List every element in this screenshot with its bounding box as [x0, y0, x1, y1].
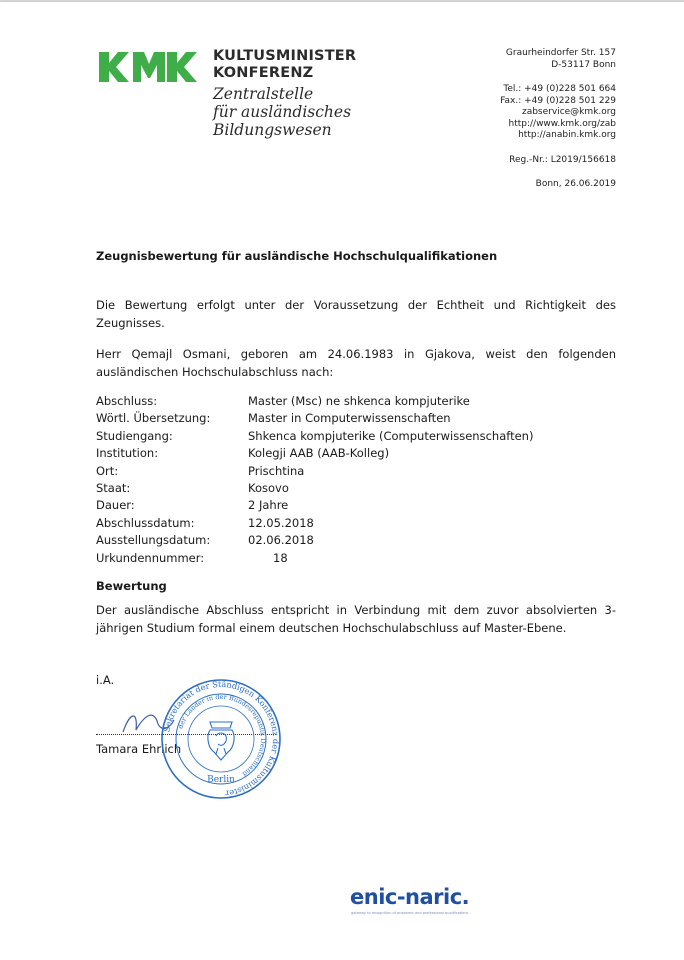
- detail-label: Institution:: [96, 446, 159, 461]
- enic-naric-logo: enic-naric.: [350, 885, 470, 909]
- detail-value: 2 Jahre: [248, 498, 289, 513]
- detail-label: Dauer:: [96, 498, 135, 513]
- seal-text-city: Berlin: [207, 775, 235, 785]
- detail-row: [96, 480, 533, 497]
- seal-text-outer: Sekretariat der Ständigen Konferenz der Kultusminister: [161, 678, 282, 799]
- address-block: [500, 48, 616, 142]
- address-tel: Tel.: +49 (0)228 501 664: [503, 84, 616, 94]
- detail-label: Abschluss:: [96, 394, 158, 408]
- reg-number: Reg.-Nr.: L2019/156618: [509, 155, 616, 165]
- detail-row: [96, 393, 533, 410]
- kmk-logo: [99, 52, 197, 82]
- signer-name: Tamara Ehrlich: [96, 742, 182, 756]
- detail-value: 02.06.2018: [248, 533, 314, 548]
- detail-value: 18: [273, 550, 288, 565]
- org-name-line1: KULTUSMINISTER: [213, 48, 357, 64]
- org-subtitle-line1: Zentralstelle: [213, 85, 314, 103]
- enic-naric-tagline: gateway to recognition of academic and professional qualifications: [351, 911, 469, 915]
- detail-value: Master (Msc) ne shkenca kompjuterike: [248, 394, 470, 408]
- document-page: [0, 2, 684, 960]
- detail-row: [96, 410, 533, 427]
- detail-row: [96, 532, 533, 549]
- org-subtitle: [213, 85, 351, 139]
- address-street: Graurheindorfer Str. 157: [505, 48, 616, 58]
- detail-row: [96, 463, 533, 480]
- detail-row: [96, 515, 533, 532]
- detail-value: Prischtina: [248, 463, 305, 478]
- detail-label: Wörtl. Übersetzung:: [96, 411, 211, 426]
- detail-label: Staat:: [96, 480, 131, 495]
- details-table: [96, 393, 533, 567]
- detail-value: Kosovo: [248, 480, 289, 495]
- detail-row: [96, 445, 533, 462]
- address-url-kmk: http://www.kmk.org/zab: [508, 118, 616, 129]
- detail-label: Studiengang:: [96, 428, 173, 443]
- document-title: Zeugnisbewertung für ausländische Hochschulqualifikationen: [96, 249, 498, 263]
- org-subtitle-line3: Bildungswesen: [213, 121, 332, 139]
- org-subtitle-line2: für ausländisches: [213, 103, 352, 121]
- detail-row: [96, 497, 533, 514]
- person-paragraph: Herr Qemajl Osmani, geboren am 24.06.1983 in Gjakova, weist den folgenden ausländischen Hochschulabschluss nach:: [96, 347, 616, 379]
- ia-label: i.A.: [96, 673, 115, 687]
- intro-paragraph: Die Bewertung erfolgt unter der Voraussetzung der Echtheit und Richtigkeit des Zeugnisses.: [96, 298, 616, 330]
- detail-value: Master in Computerwissenschaften: [248, 411, 451, 426]
- detail-label: Urkundennummer:: [96, 550, 205, 565]
- detail-label: Ort:: [96, 463, 119, 478]
- address-url-anabin: http://anabin.kmk.org: [518, 130, 616, 140]
- document-date: Bonn, 26.06.2019: [535, 179, 616, 189]
- org-name-line2: KONFERENZ: [213, 65, 314, 81]
- detail-row: [96, 550, 533, 567]
- detail-label: Ausstellungsdatum:: [96, 533, 211, 548]
- address-city: D-53117 Bonn: [551, 59, 616, 70]
- org-name: [213, 48, 356, 82]
- evaluation-heading: Bewertung: [96, 579, 167, 593]
- official-seal-icon: [160, 678, 282, 800]
- detail-value: Shkenca kompjuterike (Computerwissenschaften): [248, 428, 534, 443]
- detail-row: [96, 428, 533, 445]
- address-fax: Fax.: +49 (0)228 501 229: [500, 95, 616, 106]
- seal-text-inner: der Länder in der Bundesrepublik Deutschland: [176, 692, 268, 779]
- evaluation-paragraph: Der ausländische Abschluss entspricht in Verbindung mit dem zuvor absolvierten 3-jährigen Studium formal einem deutschen Hochschulabschluss auf Master-Ebene.: [96, 603, 616, 635]
- detail-value: Kolegji AAB (AAB-Kolleg): [248, 446, 390, 461]
- detail-label: Abschlussdatum:: [96, 515, 195, 530]
- detail-value: 12.05.2018: [248, 515, 314, 530]
- address-email: zabservice@kmk.org: [521, 107, 616, 117]
